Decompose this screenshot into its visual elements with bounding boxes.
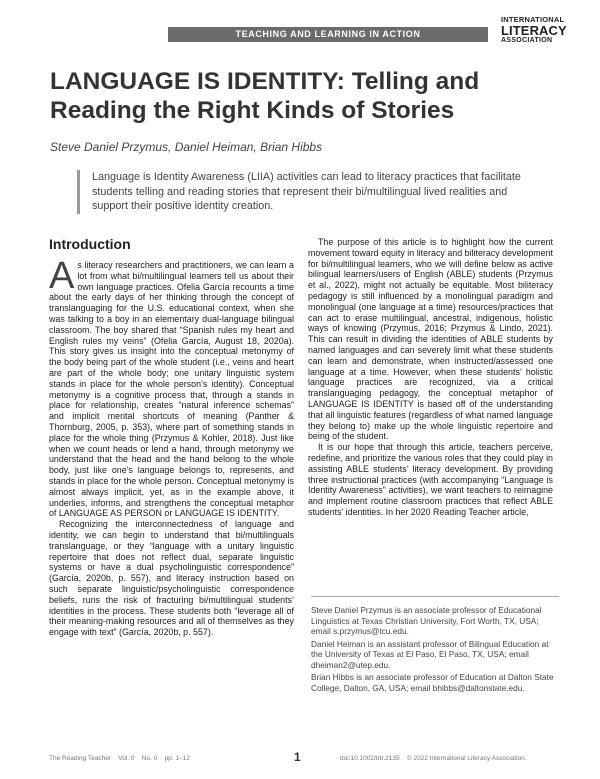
article-authors: Steve Daniel Przymus, Daniel Heiman, Brian Hibbs xyxy=(50,140,323,154)
footer-copyright: © 2022 International Literacy Association. xyxy=(406,755,527,762)
section-label: TEACHING AND LEARNING IN ACTION xyxy=(235,29,421,39)
footer-journal: The Reading Teacher xyxy=(49,755,112,762)
bio-hibbs: Brian Hibbs is an associate professor of Education at Dalton State College, Dalton, GA, USA; email bhibbs@daltonstate.edu. xyxy=(311,672,554,693)
body-column-right xyxy=(308,237,553,518)
body-column-left xyxy=(49,255,294,638)
drop-cap: A xyxy=(49,255,75,297)
article-title: LANGUAGE IS IDENTITY: Telling and Reading the Right Kinds of Stories xyxy=(50,68,480,124)
bio-heiman: Daniel Heiman is an assistant professor of Bilingual Education at the University of Texas at El Paso, El Paso, TX, USA; email dheiman2@utep.edu. xyxy=(311,638,549,670)
section-banner xyxy=(168,27,488,42)
footer-doi: doi:10.1002/trtr.2135 xyxy=(340,755,400,762)
logo-line-3: ASSOCIATION xyxy=(501,36,553,44)
footer-journal-info xyxy=(49,755,190,762)
footer-number: No. 0 xyxy=(141,755,158,762)
paragraph-3: The purpose of this article is to highlight how the current movement toward equity in literacy and biliteracy development for bi/multilingual learners, who we will define below as active bilingual learners/users of English (ABLE) students (Przymus et al., 2022), might not actually be equitable. Most biliteracy pedagogy is still influenced by a monolingual paradigm and monolingual (one language at a time) resources/practices that can act to erase multilingual, ancestral, indigenous, holistic ways of knowing (Przymus, 2016; Przymus & Lindo, 2021). This can result in dividing the identities of ABLE students by named languages and can severely limit what these students can learn and demonstrate, when instructed/assessed one language at a time. However, when these students’ holistic language practices are recognized, via a critical translanguaging pedagogy, the conceptual metaphor of LANGUAGE IS IDENTITY is based off of the understanding that all linguistic features (regardless of what named language they belong to) make up the whole linguistic repertoire and being of the student. xyxy=(308,237,553,442)
bio-przymus: Steve Daniel Przymus is an associate professor of Educational Linguistics at Texas Christian University, Fort Worth, TX, USA; email s.przymus@tcu.edu. xyxy=(311,605,542,636)
paragraph-2: Recognizing the interconnectedness of language and identity, we can begin to understand that bi/multilinguals translanguage, or they “language with a unitary linguistic repertoire that does not reflect dual, separate linguistic systems or have a dual psycholinguistic correspondence” (García, 2020b, p. 557), and literacy instruction based on such separate linguistic/psycholinguistic correspondence beliefs, runs the risk of fracturing bi/multilingual students’ identities in the process. These students both “leverage all of their meaning-making resources and all of themselves as they engage with text” (García, 2020b, p. 557). xyxy=(49,519,294,638)
footer-page-number: 1 xyxy=(294,750,301,764)
footer-volume: Vol. 0 xyxy=(118,755,135,762)
paragraph-4: It is our hope that through this article, teachers perceive, redefine, and prioritize the various roles that they could play in assisting ABLE students’ literacy development. By providing three instructional practices (with accompanying “Language is Identity Awareness” activities), we want teachers to reimagine and implement routine classroom practices that reflect ABLE students’ identities. In her 2020 Reading Teacher article, xyxy=(308,442,553,517)
section-heading-introduction: Introduction xyxy=(49,236,131,252)
ila-logo xyxy=(501,15,567,44)
logo-line-1: INTERNATIONAL xyxy=(501,15,565,24)
paragraph-1 xyxy=(49,255,294,519)
footer-doi-copyright xyxy=(340,755,527,762)
author-bios xyxy=(311,596,559,695)
article-abstract: Language is Identity Awareness (LIIA) activities can lead to literacy practices that facilitate students telling and reading stories that represent their bi/multilingual lived realities and support their positive identity creation. xyxy=(77,170,538,214)
paragraph-1-text: s literacy researchers and practitioners, we can learn a lot from what bi/multilingual learners tell us about their own language practices. Ofelia García recounts a time about the early days of her thinking through the concept of translanguaging for the U.S. educational context, when she was talking to a boy in an elementary dual-language bilingual classroom. The boy shared that “Spanish rules my heart and English rules my veins” (Ofelia García, August 18, 2020a). This story gives us insight into the conceptual metonymy of the body being part of the whole student (i.e., veins and heart are part of the whole body; one unitary linguistic system stands in place for the whole person’s identity). Conceptual metonymy is a cognitive process that, through a stands in place for relationship, creates “natural inference schemas” and implicit mental shortcuts of meaning (Panther & Thornburg, 2005, p. 353), where part of something stands in place for the whole thing (Przymus & Kohler, 2018). Just like when we count heads or lend a hand, through metonymy we understand that the head and the hand belong to the whole body, just like one’s language belongs to, represents, and stands in place for the whole person. Conceptual metonymy is almost always implicit, yet, as in the example above, it underlies, informs, and strengthens the conceptual metaphor of LANGUAGE AS PERSON or LANGUAGE IS IDENTITY. xyxy=(49,260,294,519)
footer-pages: pp. 1–12 xyxy=(164,755,190,762)
page-footer xyxy=(0,750,600,772)
logo-line-2: LITERACY xyxy=(501,22,567,38)
